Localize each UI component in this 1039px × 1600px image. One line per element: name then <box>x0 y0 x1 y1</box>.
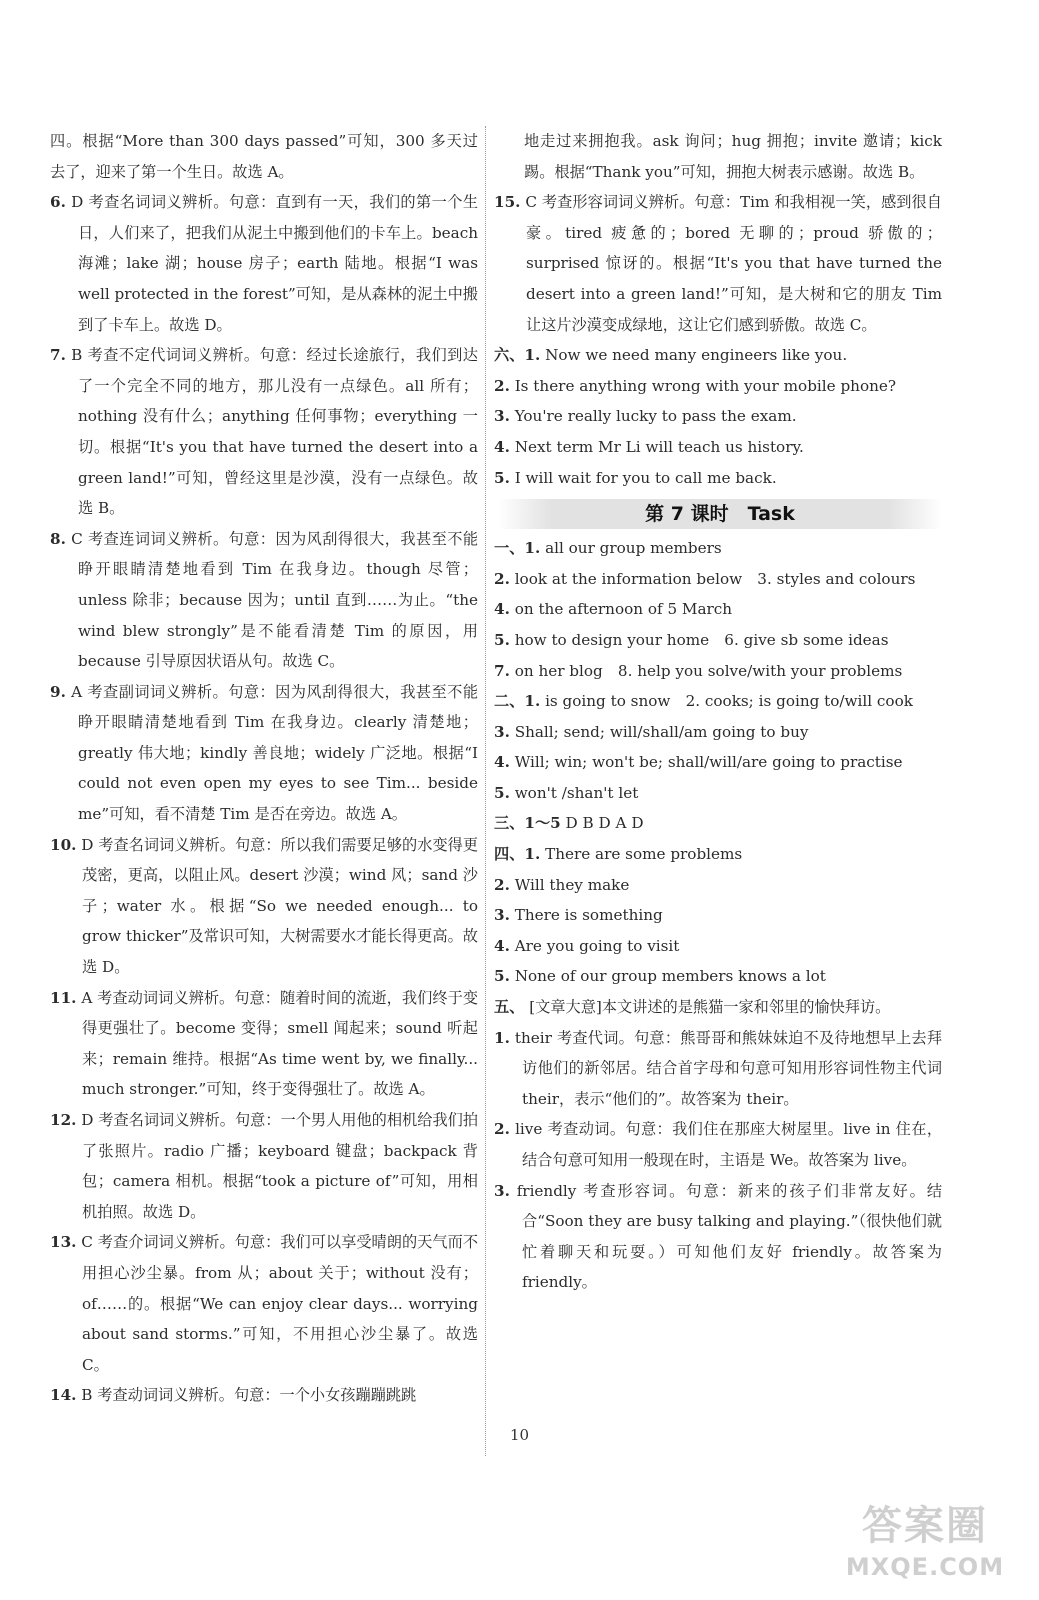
answer-item <box>494 778 942 809</box>
answer-item <box>494 717 942 748</box>
item-number: 13. <box>50 1233 77 1252</box>
answer-item <box>494 533 942 564</box>
right-column-top <box>494 126 942 493</box>
answer-item <box>50 340 478 524</box>
item-text: D 考查名词词义辨析。句意：直到有一天，我们的第一个生日，人们来了，把我们从泥土中搬到他们的卡车上。beach 海滩；lake 湖；house 房子；earth 陆地。根据“I was well protected in the forest”可知，是从森林的泥土中搬到了卡车上。故选 D。 <box>71 193 479 334</box>
item-text: on the afternoon of 5 March <box>514 600 733 619</box>
watermark-top: 答案圈 <box>862 1503 988 1549</box>
item-text: Are you going to visit <box>514 936 680 955</box>
item-text: There are some problems <box>545 845 743 864</box>
item-number: 三、1～5 <box>494 814 561 833</box>
item-number: 15. <box>494 193 521 212</box>
watermark-logo <box>830 1500 1020 1590</box>
answer-item <box>50 524 478 677</box>
item-number: 9. <box>50 682 66 701</box>
item-text: D B D A D <box>565 814 644 833</box>
item-number: 12. <box>50 1111 77 1129</box>
item-number: 2. <box>494 376 510 395</box>
item-number: 2. <box>494 569 510 588</box>
item-number: 3. <box>494 906 510 925</box>
answer-item <box>50 187 478 340</box>
answer-item <box>50 677 478 830</box>
item-number: 一、1. <box>494 539 541 558</box>
section-header: 第 7 课时 Task <box>498 499 942 529</box>
item-text: 地走过来拥抱我。ask 询问；hug 拥抱；invite 邀请；kick 踢。根据“Thank you”可知，拥抱大树表示感谢。故选 B。 <box>524 132 942 181</box>
item-text: how to design your home 6. give sb some ideas <box>514 630 889 649</box>
item-text: Now we need many engineers like you. <box>545 346 848 365</box>
item-text: None of our group members knows a lot <box>514 967 826 986</box>
answer-item <box>50 1105 478 1227</box>
item-number: 14. <box>50 1386 77 1405</box>
answer-item <box>494 1114 942 1175</box>
item-number: 3. <box>494 1181 510 1200</box>
item-number: 10. <box>50 835 77 854</box>
item-number: 5. <box>494 468 510 487</box>
item-number: 11. <box>50 988 77 1007</box>
item-number: 8. <box>50 529 66 548</box>
item-text: Next term Mr Li will teach us history. <box>514 437 804 456</box>
column-divider <box>485 126 486 1456</box>
right-column-bottom <box>494 533 942 1298</box>
item-number: 六、1. <box>494 346 541 365</box>
item-text: D 考查名词词义辨析。句意：一个男人用他的相机给我们拍了张照片。radio 广播；keyboard 键盘；backpack 背包；camera 相机。根据“took a picture of”可知，用相机拍照。故选 D。 <box>81 1111 479 1221</box>
item-text: C 考查连词词义辨析。句意：因为风刮得很大，我甚至不能睁开眼睛清楚地看到 Tim 在我身边。though 尽管；unless 除非；because 因为；until 直到……为止。“the wind blew strongly”是不能看清楚 Tim 的原因，用 because 引导原因状语从句。故选 C。 <box>71 529 479 671</box>
answer-item <box>494 625 942 656</box>
item-text: There is something <box>514 906 663 925</box>
item-number: 7. <box>494 661 510 680</box>
item-text: You're really lucky to pass the exam. <box>514 407 797 426</box>
item-text: I will wait for you to call me back. <box>514 468 777 487</box>
answer-item <box>50 1380 478 1411</box>
item-number: 5. <box>494 783 510 802</box>
item-number: 五、 <box>494 998 525 1017</box>
item-text: their 考查代词。句意：熊哥哥和熊妹妹迫不及待地想早上去拜访他们的新邻居。结合首字母和句意可知用形容词性物主代词 their，表示“他们的”。故答案为 their。 <box>514 1028 943 1108</box>
item-text: 四。根据“More than 300 days passed”可知，300 多天过去了，迎来了第一个生日。故选 A。 <box>50 132 478 181</box>
answer-item <box>494 870 942 901</box>
answer-item <box>494 340 942 371</box>
item-text: C 考查形容词词义辨析。句意：Tim 和我相视一笑，感到很自豪。tired 疲惫的；bored 无聊的；proud 骄傲的；surprised 惊讶的。根据“It's you that have turned the desert into a green land!”可知，是大树和它的朋友 Tim 让这片沙漠变成绿地，这让它们感到骄傲。故选 C。 <box>525 193 942 334</box>
item-text: look at the information below 3. styles and colours <box>514 569 916 588</box>
item-number: 二、1. <box>494 692 541 711</box>
answer-item <box>494 1176 942 1298</box>
item-number: 2. <box>494 875 510 894</box>
item-text: on her blog 8. help you solve/with your problems <box>514 661 903 680</box>
item-text: friendly 考查形容词。句意：新来的孩子们非常友好。结合“Soon they are busy talking and playing.”（很快他们就忙着聊天和玩耍。）可知他们友好 friendly。故答案为 friendly。 <box>516 1181 943 1292</box>
item-text: all our group members <box>545 539 722 558</box>
item-number: 7. <box>50 346 66 365</box>
item-text: D 考查名词词义辨析。句意：所以我们需要足够的水变得更茂密，更高，以阻止风。desert 沙漠；wind 风；sand 沙子；water 水。根据“So we needed enough... to grow thicker”及常识可知，大树需要水才能长得更高。故选 D。 <box>81 835 479 977</box>
page-number: 10 <box>509 1426 530 1444</box>
item-number: 3. <box>494 722 510 741</box>
answer-item <box>494 432 942 463</box>
item-number: 1. <box>494 1028 510 1047</box>
item-text: A 考查动词词义辨析。句意：随着时间的流逝，我们终于变得更强壮了。become 变得；smell 闻起来；sound 听起来；remain 维持。根据“As time went by, we finally... much stronger.”可知，终于变得强壮了。故选 A。 <box>81 988 479 1099</box>
item-text: won't /shan't let <box>514 783 639 802</box>
item-text: B 考查不定代词词义辨析。句意：经过长途旅行，我们到达了一个完全不同的地方，那儿没有一点绿色。all 所有；nothing 没有什么；anything 任何事物；everything 一切。根据“It's you that have turned the desert into a green land!”可知，曾经这里是沙漠，没有一点绿色。故选 B。 <box>71 346 478 518</box>
answer-item <box>494 656 942 687</box>
answer-item <box>494 839 942 870</box>
answer-item <box>494 992 942 1023</box>
answer-item <box>494 594 942 625</box>
answer-item <box>494 463 942 494</box>
item-text: Will; win; won't be; shall/will/are going to practise <box>514 753 903 772</box>
item-number: 4. <box>494 936 510 955</box>
item-text: A 考查副词词义辨析。句意：因为风刮得很大，我甚至不能睁开眼睛清楚地看到 Tim 在我身边。clearly 清楚地；greatly 伟大地；kindly 善良地；widely 广泛地。根据“I could not even open my eyes to see Tim... beside me”可知，看不清楚 Tim 是否在旁边。故选 A。 <box>71 682 479 824</box>
right-column <box>494 126 942 1298</box>
item-number: 四、1. <box>494 845 541 864</box>
item-text: [文章大意]本文讲述的是熊猫一家和邻里的愉快拜访。 <box>529 998 891 1017</box>
answer-item <box>494 1023 942 1115</box>
item-number: 4. <box>494 437 510 456</box>
answer-item <box>50 126 478 187</box>
item-number: 4. <box>494 753 510 772</box>
item-text: B 考查动词词义辨析。句意：一个小女孩蹦蹦跳跳 <box>81 1386 417 1405</box>
answer-item <box>494 808 942 839</box>
item-number: 6. <box>50 193 66 212</box>
item-number: 2. <box>494 1120 510 1139</box>
answer-item <box>494 931 942 962</box>
answer-item <box>494 126 942 187</box>
item-text: Will they make <box>514 875 630 894</box>
left-column <box>50 126 478 1411</box>
watermark-bottom: MXQE.COM <box>845 1553 1005 1581</box>
answer-item <box>494 747 942 778</box>
answer-item <box>50 830 478 983</box>
answer-item <box>494 900 942 931</box>
answer-item <box>494 961 942 992</box>
answer-item <box>494 371 942 402</box>
item-text: live 考查动词。句意：我们住在那座大树屋里。live in 住在，结合句意可知用一般现在时，主语是 We。故答案为 live。 <box>515 1120 943 1169</box>
answer-item <box>494 564 942 595</box>
answer-item <box>494 686 942 717</box>
item-number: 3. <box>494 407 510 426</box>
item-number: 4. <box>494 600 510 619</box>
item-number: 5. <box>494 967 510 986</box>
answer-item <box>50 983 478 1105</box>
item-text: is going to snow 2. cooks; is going to/will cook <box>545 692 913 711</box>
item-text: Shall; send; will/shall/am going to buy <box>514 722 809 741</box>
item-text: Is there anything wrong with your mobile phone? <box>514 376 896 395</box>
answer-item <box>494 187 942 340</box>
item-text: C 考查介词词义辨析。句意：我们可以享受晴朗的天气而不用担心沙尘暴。from 从；about 关于；without 没有；of……的。根据“We can enjoy clear days... worrying about sand storms.”可知，不用担心沙尘暴了。故选 C。 <box>81 1233 479 1374</box>
item-number: 5. <box>494 630 510 649</box>
answer-item <box>494 401 942 432</box>
answer-item <box>50 1227 478 1380</box>
